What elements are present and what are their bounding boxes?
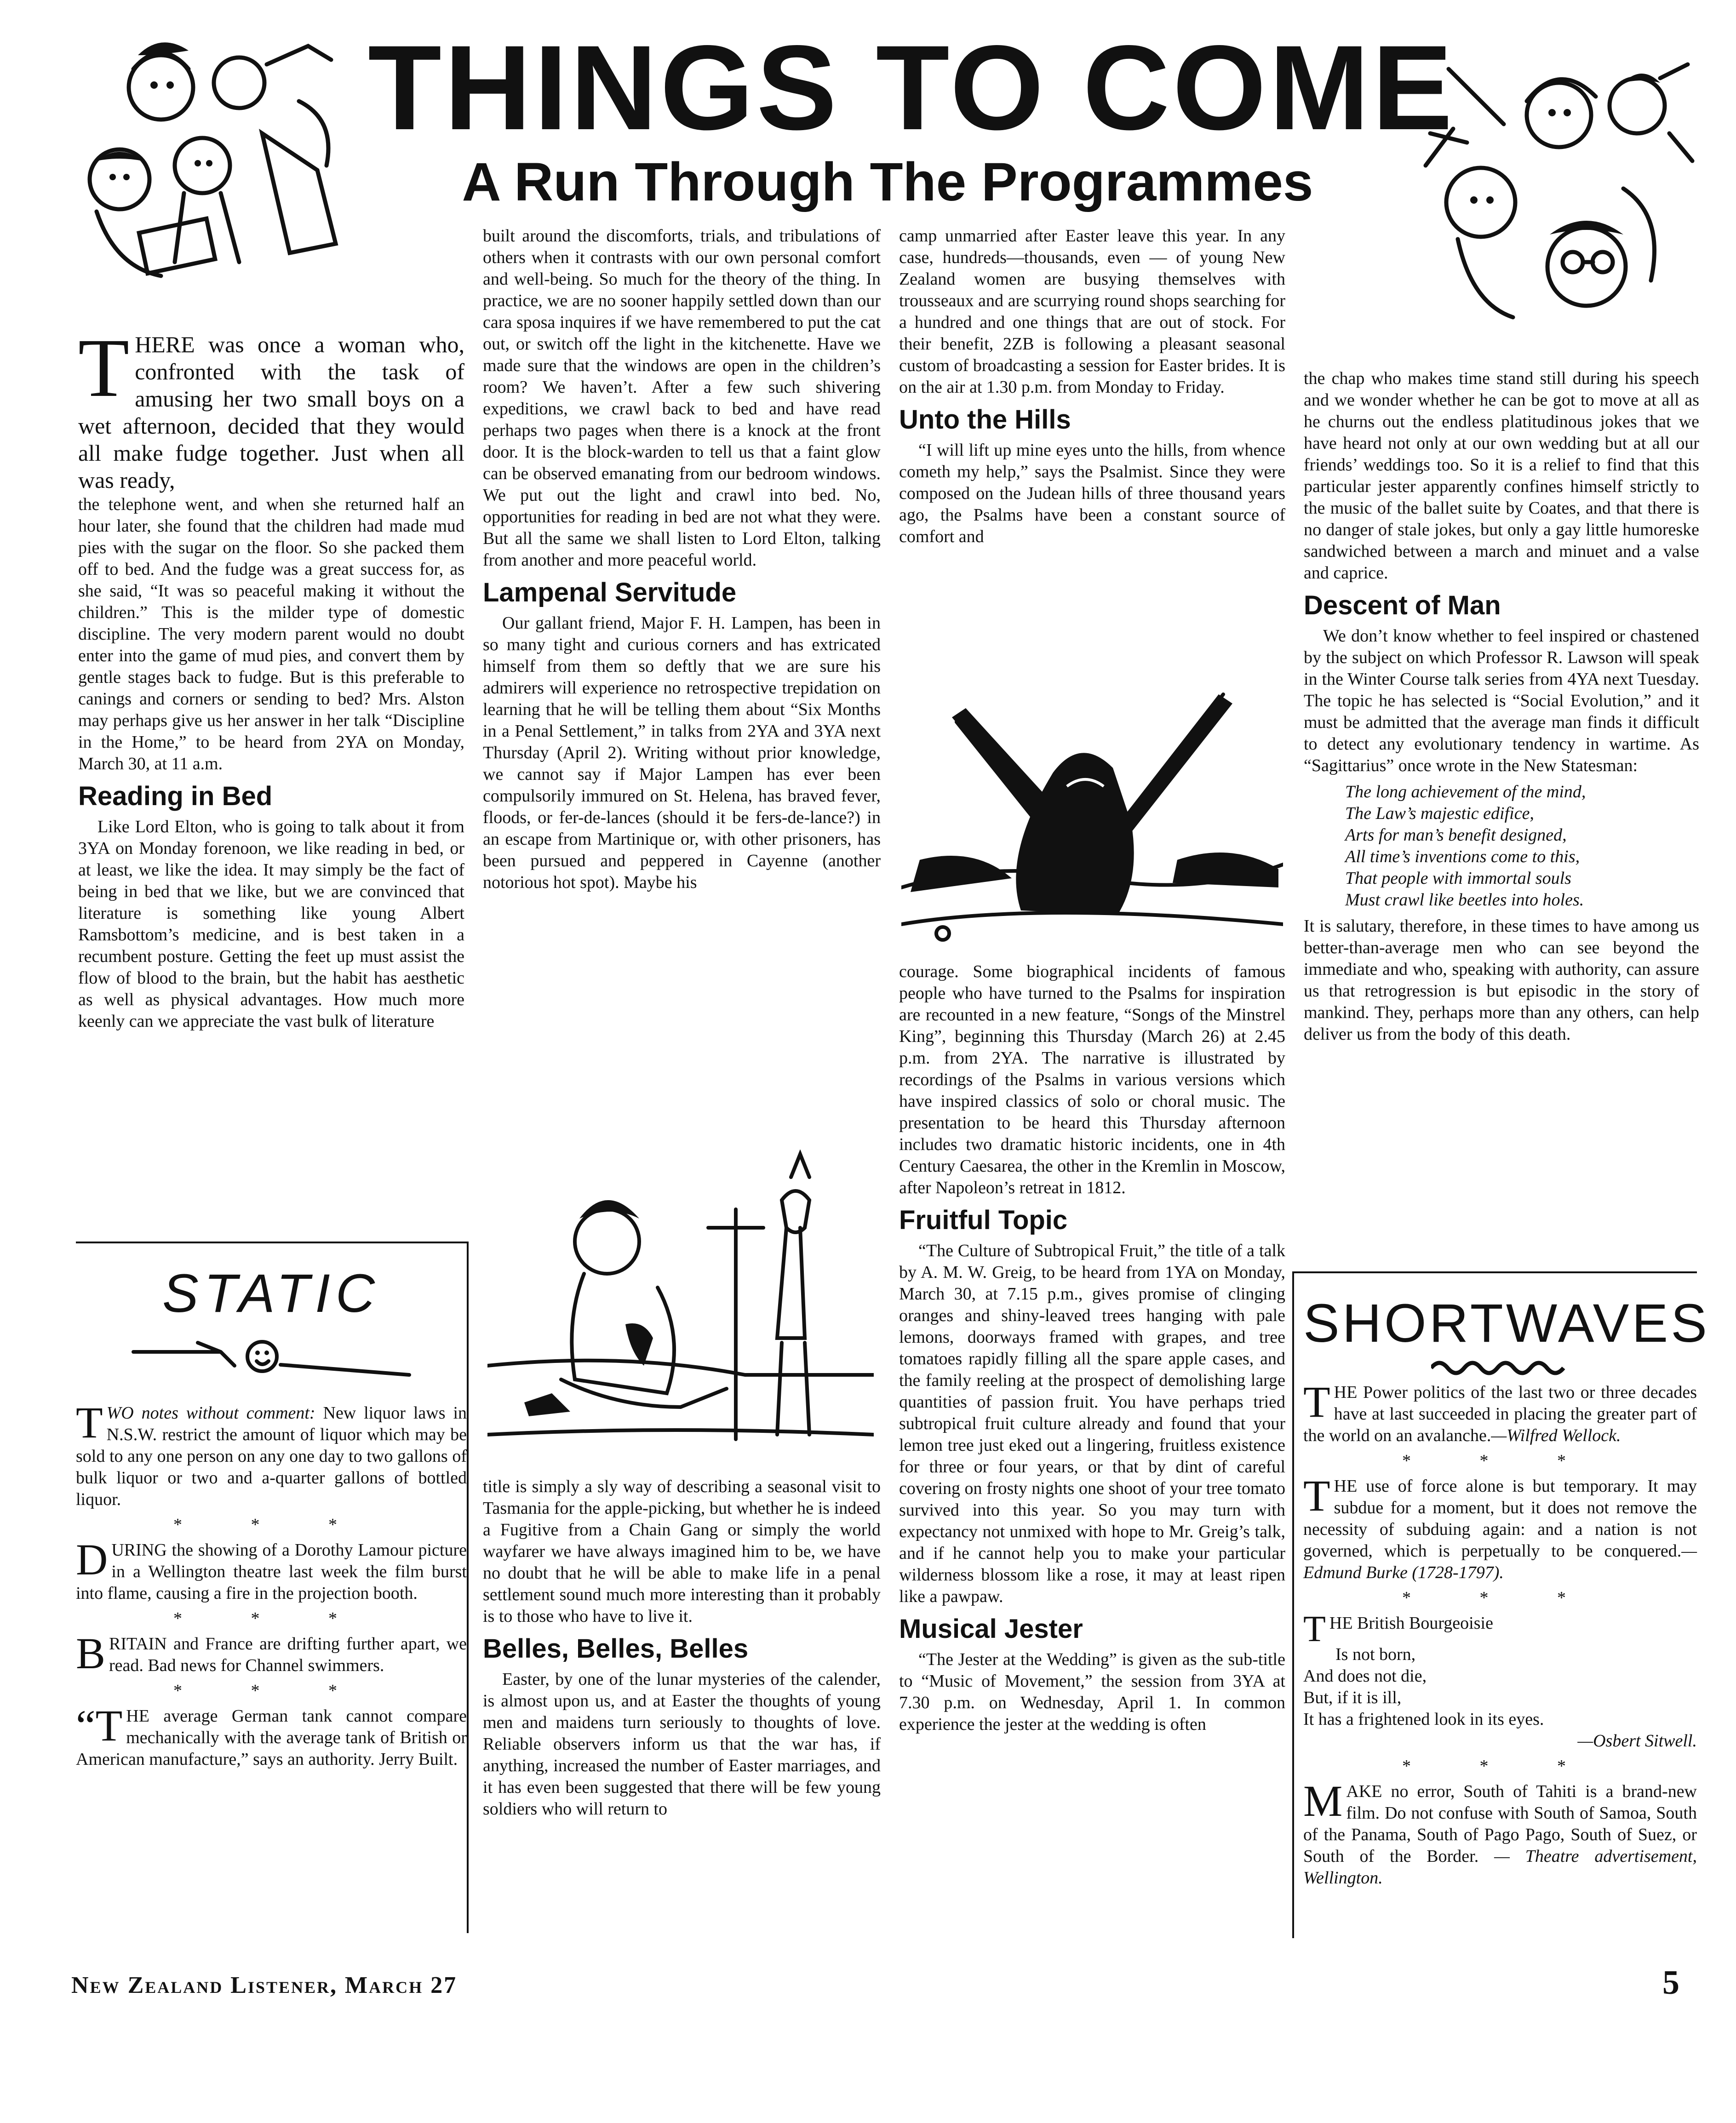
shortwaves-item-1: THE Power politics of the last two or three decades have at last succeeded in placing the greater part of the world on an avalanche.—Wilfred Wellock. [1303, 1377, 1697, 1445]
publication-footer: New Zealand Listener, March 27 [71, 1972, 458, 1998]
shortwaves-item-2: THE use of force alone is but temporary. It may subdue for a moment, but it does not remove the necessity of subduing again: and a nation is not governed, which is perpetually to be conquered.—Edmund Burke (1728-1797). [1303, 1471, 1697, 1582]
shortwaves-item-4: MAKE no error, South of Tahiti is a brand-new film. Do not confuse with South of Samoa, South of the Panama, South of Pago Pago, South of Suez, or South of the Border. — Theatre advertisement, Wellington. [1303, 1776, 1697, 1888]
page-subtitle: A Run Through The Programmes [462, 152, 1313, 212]
jester-paragraph: “The Jester at the Wedding” is given as the sub-title to “Music of Movement,” the session from 3YA at 7.30 p.m. on Wednesday, April 1. In common experience the jester at the wedding is often [899, 1650, 1285, 1734]
fruit-paragraph: “The Culture of Subtropical Fruit,” the title of a talk by A. M. W. Greig, to be heard from 1YA on Monday, March 30, at 7.15 p.m., gives promise of clinging oranges and shiny-leaved trees hanging with pale lemons, doorways framed with grapes, and tree tomatoes rapidly filling all the spare apple cases, and the family reeling at the prospect of demolishing large quantities of passion fruit. You have perhaps tried subtropical fruit culture already and found that your lemon tree just eked out a lingering, fruitless existence for three or four years, or that by dint of careful covering on frosty nights one shoot of your tree tomato survived into this year. So you may turn with expectancy not unmixed with hope to Mr. Greig’s talk, and if he cannot help you to make your particular wilderness blossom like a rose, it may at least ripen like a pawpaw. [899, 1241, 1285, 1606]
static-title: STATIC [162, 1263, 381, 1324]
lampenal-paragraph: Our gallant friend, Major F. H. Lampen, has been in so many tight and curious corners and has extricated himself from them so deftly that we are sure his admirers will experience no retrospective trepidation on learning that he will be telling them about “Six Months in a Penal Settlement,” in talks from 2YA and 3YA next Thursday (April 2). Writing without prior knowledge, we cannot say if Major Lampen has ever been compulsorily immured on St. Helena, has braved fever, floods, or fer-de-lances (should it be fers-de-lance?) in an escape from Martinique or, with other prisoners, has been pursued and peppered in Cayenne (another notorious hot spot). Maybe his [483, 613, 881, 892]
descent-paragraph: We don’t know whether to feel inspired or chastened by the subject on which Professor R. Lawson will speak in the Winter Course talk series from 4YA next Tuesday. The topic he has selected is “Social Evolution,” and it must be admitted that the average man finds it difficult to detect any evolutionary tendency in wartime. As “Sagittarius” once wrote in the New Statesman: [1304, 626, 1699, 775]
lampenal-continued: title is simply a sly way of describing a seasonal visit to Tasmania for the apple-picking, but whether he is indeed a Fugitive from a Chain Gang or simply the world wayfarer we have always imagined him to be, we have no doubt that he will be able to make life in a penal settlement sound much more interesting than it probably is to those who have to live it. [483, 1477, 881, 1626]
intro-paragraph: the telephone went, and when she returned half an hour later, she found that the children had made mud pies with the sugar on the floor. So she packed them off to bed. And the fudge was a great success for, as she said, “It was so peaceful making it without the children.” This is the milder type of domestic discipline. The very modern parent would no doubt enter into the game of mud pies, and convert them by gentle stages back to fudge. But is this preferable to canings and corners or sending to bed? Mrs. Alston may perhaps give us her answer in her talk “Discipline in the Home,” to be heard from 2YA on Monday, March 30, at 11 a.m. [78, 495, 464, 773]
divider-stars: * * * [173, 1609, 369, 1628]
shortwaves-item-3: THE British Bourgeoisie Is not born, And does not die, But, if it is ill, It has a frightened look in its eyes. —Osbert Sitwell. [1303, 1609, 1697, 1751]
static-item-2: DURING the showing of a Dorothy Lamour picture in a Wellington theatre last week the film burst into flame, causing a fire in the projection booth. [76, 1535, 467, 1603]
column-1 [78, 322, 464, 1232]
belles-continued: camp unmarried after Easter leave this year. In any case, hundreds—thousands, even — of young New Zealand women are busying themselves with trousseaux and are scurrying round shops searching for a hundred and one things that are out of stock. For their benefit, 2ZB is following a pleasant seasonal custom of broadcasting a session for Easter brides. It is on the air at 1.30 p.m. from Monday to Friday. [899, 226, 1285, 397]
sagittarius-poem: The long achievement of the mind, The Law’s majestic edifice, Arts for man’s benefit designed, All time’s inventions come to this, That people with immortal souls Must crawl like beetles into holes. [1345, 782, 1586, 910]
divider-stars: * * * [1402, 1451, 1598, 1471]
band-cartoon-left [69, 28, 372, 285]
shortwaves-box [1292, 1271, 1710, 1938]
heading-belles: Belles, Belles, Belles [483, 1634, 749, 1664]
static-item-3: BRITAIN and France are drifting further apart, we read. Bad news for Channel swimmers. [76, 1629, 467, 1678]
page-number: 5 [1662, 1964, 1679, 2002]
jester-continued: the chap who makes time stand still during his speech and we wonder whether he can be got to move at all as he churns out the endless platitudinous jokes that we have heard not only at our own wedding but at all our friends’ weddings too. So it is a relief to find that this particular jester apparently confines himself strictly to the music of the ballet suite by Coates, and that there is no danger of stale jokes, but only a gay little humoreske sandwiched between a march and minuet and a valse and caprice. [1304, 369, 1699, 583]
intro-paragraph-lead: THERE was once a woman who, confronted with the task of amusing her two small boys on a wet afternoon, decided that they would all make fudge together. Just when all was ready, [78, 322, 464, 493]
reading-in-bed-paragraph: Like Lord Elton, who is going to talk about it from 3YA on Monday forenoon, we like reading in bed, or at least, we like the idea. It may simply be the fact of being in bed that we like, but we are convinced that literature is something like young Albert Ramsbottom’s medicine, and is best taken in a recumbent posture. Getting the feet up must assist the flow of blood to the brain, but the habit has aesthetic as well as physical advantages. How much more keenly can we appreciate the vast bulk of literature [78, 817, 464, 1031]
heading-reading-in-bed: Reading in Bed [78, 781, 273, 811]
heading-unto-the-hills: Unto the Hills [899, 405, 1071, 435]
static-box [76, 1242, 469, 1933]
masthead [368, 20, 1455, 212]
drop-cap: T [78, 322, 130, 414]
column-2-lower [483, 1476, 881, 1936]
heading-fruitful-topic: Fruitful Topic [899, 1205, 1068, 1235]
column-3-lower [899, 961, 1285, 1936]
static-face-icon [129, 1329, 414, 1384]
reading-in-bed-continued: built around the discomforts, trials, and tribulations of others when it contrasts with our own personal comfort and well-being. So much for the theory of the thing. In practice, we are no sooner happily settled down than our cara sposa inquires if we have remembered to put the cat out, or switch off the light in the kitchenette. Have we made sure that the windows are open in the children’s room? We haven’t. After a few such shivering expeditions, we crawl back to bed and have read perhaps two pages when there is a knock at the front door. It is the block-warden to tell us that a faint glow can be observed emanating from our bedroom windows. We put out the light and crawl into bed. No, opportunities for reading in bed are not what they were. But all the same we shall listen to Lord Elton, talking from another and more peaceful world. [483, 226, 881, 570]
page-title: THINGS TO COME [368, 20, 1455, 155]
heading-musical-jester: Musical Jester [899, 1614, 1083, 1644]
shortwaves-title: SHORTWAVES [1303, 1293, 1710, 1354]
column-2 [483, 225, 881, 1145]
heading-descent-of-man: Descent of Man [1304, 590, 1501, 620]
hills-continued: courage. Some biographical incidents of famous people who have turned to the Psalms for inspiration are recounted in a new feature, “Songs of the Minstrel King”, beginning this Thursday (March 26) at 2.45 p.m. from 2YA. The narrative is illustrated by recordings of the Psalms in various versions which have inspired classics of solo or choral music. The presentation to be heard this Thursday afternoon includes two dramatic historic incidents, one in 4th Century Caesarea, the other in the Kremlin in Moscow, after Napoleon’s retreat in 1812. [899, 962, 1285, 1197]
prisoner-illustration [487, 1150, 874, 1471]
descent-paragraph-2: It is salutary, therefore, in these times to have among us better-than-average men who can see beyond the immediate and who, speaking with authority, can assure us that retrogression is but episodic in the story of mankind. They, perhaps more than any others, can help deliver us from the body of this death. [1304, 916, 1699, 1044]
divider-stars: * * * [1402, 1757, 1598, 1776]
heading-lampenal-servitude: Lampenal Servitude [483, 578, 737, 607]
divider-stars: * * * [173, 1515, 369, 1534]
band-cartoon-right [1421, 51, 1702, 345]
psalmist-illustration [901, 667, 1283, 952]
belles-paragraph: Easter, by one of the lunar mysteries of the calender, is almost upon us, and at Easter the thoughts of young men and maidens turn seriously to thoughts of love. Reliable observers inform us that the war has, if anything, increased the number of Easter marriages, and it has even been suggested that there will be few young soldiers who will return to [483, 1670, 881, 1819]
divider-stars: * * * [173, 1681, 369, 1700]
wave-divider-icon [1431, 1359, 1569, 1377]
static-item-4: “THE average German tank cannot compare mechanically with the average tank of British or American manufacture,” says an authority. Jerry Built. [76, 1701, 467, 1769]
divider-stars: * * * [1402, 1588, 1598, 1608]
static-item-1: TWO notes without comment: New liquor laws in N.S.W. restrict the amount of liquor which may be sold to any one person on any one day to two gallons of bulk liquor or two and a-quarter gallons of bottled liquor. [76, 1398, 467, 1509]
column-4 [1304, 368, 1699, 1255]
hills-paragraph: “I will lift up mine eyes unto the hills, from whence cometh my help,” says the Psalmist. Since they were composed on the Judean hills of three thousand years ago, the Psalms have been a constant source of comfort and [899, 441, 1285, 546]
column-3 [899, 225, 1285, 639]
